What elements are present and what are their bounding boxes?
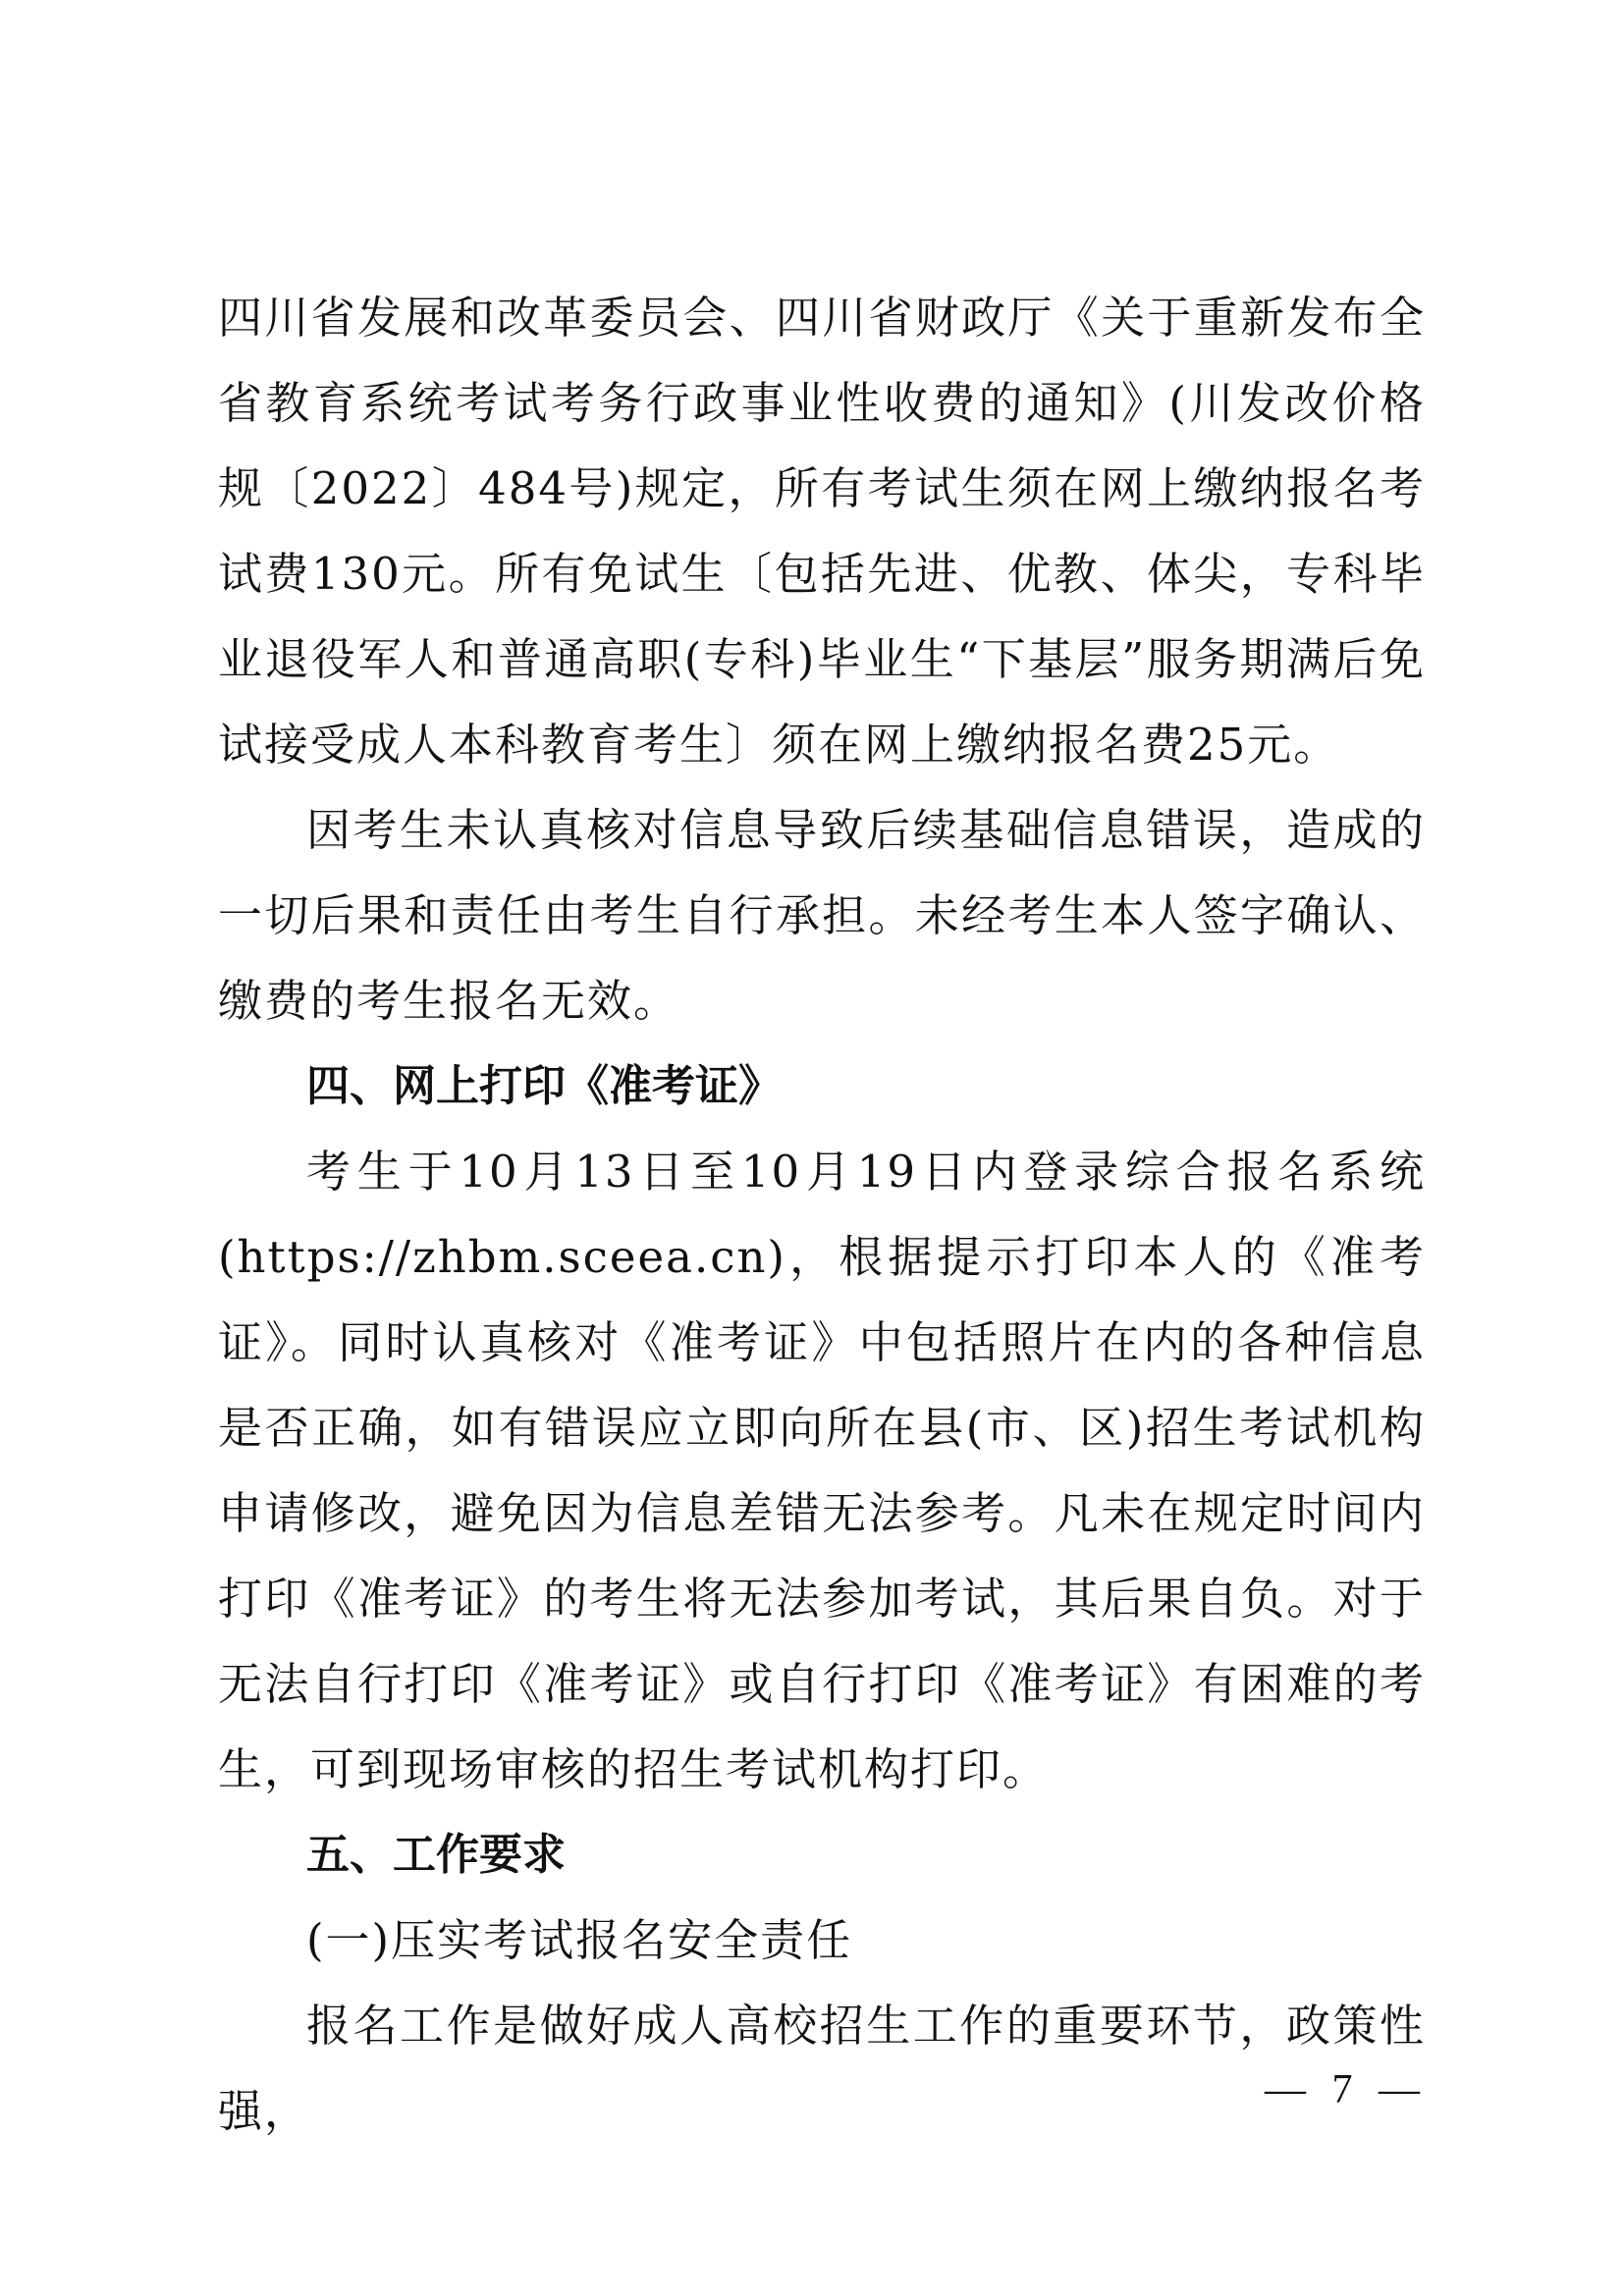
section-5-subheading-1: (一)压实考试报名安全责任: [306, 1914, 853, 1966]
page-number: — 7 —: [1265, 2067, 1428, 2112]
section-4-heading: 四、网上打印《准考证》: [306, 1061, 782, 1111]
section-5-heading: 五、工作要求: [306, 1830, 566, 1880]
document-body: [218, 275, 1426, 2154]
admission-ticket-paragraph: 考生于10月13日至10月19日内登录综合报名系统(https://zhbm.sceea.cn)，根据提示打印本人的《准考证》。同时认真核对《准考证》中包括照片在内的各种信息是否正确，如有错误应立即向所在县(市、区)招生考试机构申请修改，避免因为信息差错无法参考。凡未在规定时间内打印《准考证》的考生将无法参加考试，其后果自负。对于无法自行打印《准考证》或自行打印《准考证》有困难的考生，可到现场审核的招生考试机构打印。: [218, 1146, 1426, 1795]
registration-work-paragraph: 报名工作是做好成人高校招生工作的重要环节，政策性强，: [218, 2000, 1426, 2137]
responsibility-paragraph: 因考生未认真核对信息导致后续基础信息错误，造成的一切后果和责任由考生自行承担。未经考生本人签字确认、缴费的考生报名无效。: [218, 804, 1426, 1027]
fee-paragraph: 四川省发展和改革委员会、四川省财政厅《关于重新发布全省教育系统考试考务行政事业性收费的通知》(川发改价格规〔2022〕484号)规定，所有考试生须在网上缴纳报名考试费130元。所有免试生〔包括先进、优教、体尖，专科毕业退役军人和普通高职(专科)毕业生“下基层”服务期满后免试接受成人本科教育考生〕须在网上缴纳报名费25元。: [218, 292, 1426, 771]
